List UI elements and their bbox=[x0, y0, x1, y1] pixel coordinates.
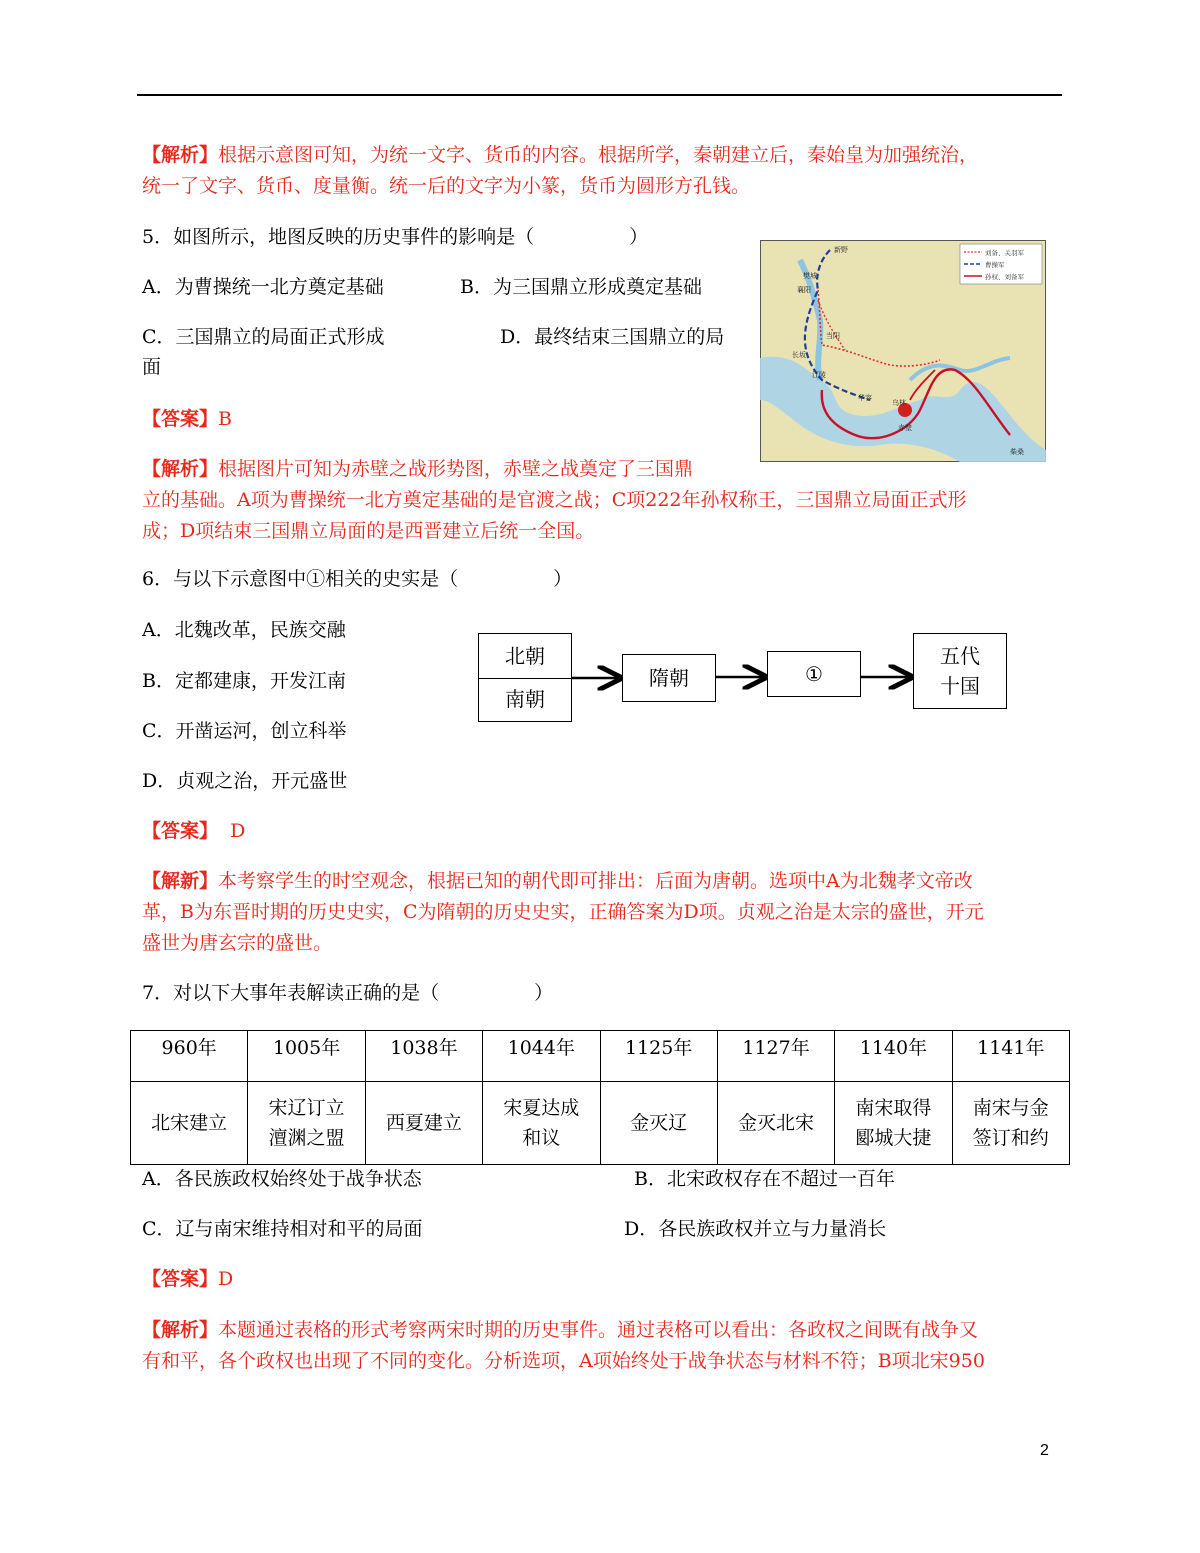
q5-option-b: B．为三国鼎立形成奠定基础 bbox=[460, 276, 702, 298]
event-cell: 宋夏达成 和议 bbox=[483, 1082, 600, 1165]
diagram-arrows bbox=[570, 660, 915, 700]
q5-analysis-line1: 【解析】根据图片可知为赤壁之战形势图，赤壁之战奠定了三国鼎 bbox=[142, 458, 694, 480]
page-number: 2 bbox=[1040, 1442, 1049, 1459]
q6-analysis-line1: 【解新】本考察学生的时空观念，根据已知的朝代即可排出：后面为唐朝。选项中A为北魏孝文帝改 bbox=[142, 870, 973, 892]
q6-analysis-line3: 盛世为唐玄宗的盛世。 bbox=[142, 932, 333, 954]
place-xiangyang: 襄阳 bbox=[797, 286, 811, 294]
q5-option-a: A．为曹操统一北方奠定基础 bbox=[142, 276, 384, 298]
diagram-box-blank: ① bbox=[767, 651, 861, 697]
event-cell: 南宋与金 签订和约 bbox=[952, 1082, 1069, 1165]
q7-option-d: D．各民族政权并立与力量消长 bbox=[624, 1218, 887, 1240]
q7-analysis-line1: 【解析】本题通过表格的形式考察两宋时期的历史事件。通过表格可以看出：各政权之间既有战争又 bbox=[142, 1319, 979, 1341]
diagram-box-sui: 隋朝 bbox=[622, 654, 716, 702]
events-table-years-row bbox=[131, 1031, 1070, 1082]
year-cell: 1044年 bbox=[483, 1031, 600, 1082]
year-cell: 1140年 bbox=[835, 1031, 952, 1082]
q6-option-d: D．贞观之治，开元盛世 bbox=[142, 770, 348, 792]
q7-option-a: A．各民族政权始终处于战争状态 bbox=[142, 1168, 422, 1190]
diagram-wudai-line2: 十国 bbox=[940, 674, 980, 698]
analysis-q4-line2: 统一了文字、货币、度量衡。统一后的文字为小篆，货币为圆形方孔钱。 bbox=[142, 175, 751, 197]
chibi-battle-map bbox=[760, 240, 1046, 462]
place-jiangling: 江陵 bbox=[812, 371, 826, 379]
q6-analysis-line2: 革，B为东晋时期的历史史实，C为隋朝的历史史实，正确答案为D项。贞观之治是太宗的盛世，开元 bbox=[142, 901, 984, 923]
year-cell: 1038年 bbox=[365, 1031, 482, 1082]
year-cell: 1125年 bbox=[600, 1031, 717, 1082]
year-cell: 1127年 bbox=[717, 1031, 834, 1082]
q6-option-a: A．北魏改革，民族交融 bbox=[142, 619, 346, 641]
q7-analysis-line2: 有和平，各个政权也出现了不同的变化。分析选项，A项始终处于战争状态与材料不符；B项北宋950 bbox=[142, 1350, 985, 1372]
event-cell: 北宋建立 bbox=[131, 1082, 248, 1165]
q7-option-c: C．辽与南宋维持相对和平的局面 bbox=[142, 1218, 423, 1240]
q6-stem: 6．与以下示意图中①相关的史实是（ ） bbox=[142, 568, 573, 590]
q6-option-c: C．开凿运河，创立科举 bbox=[142, 720, 347, 742]
q5-analysis-line3: 成；D项结束三国鼎立局面的是西晋建立后统一全国。 bbox=[142, 520, 595, 542]
event-cell: 南宋取得 郾城大捷 bbox=[835, 1082, 952, 1165]
event-cell: 金灭北宋 bbox=[717, 1082, 834, 1165]
place-chaisang: 柴桑 bbox=[1010, 448, 1024, 456]
place-huarong: 华容 bbox=[858, 394, 872, 402]
q7-option-b: B．北宋政权存在不超过一百年 bbox=[634, 1168, 895, 1190]
event-cell: 西夏建立 bbox=[365, 1082, 482, 1165]
q6-answer: 【答案】 D bbox=[142, 820, 246, 842]
q5-option-d-cont: 面 bbox=[142, 356, 162, 378]
year-cell: 1005年 bbox=[248, 1031, 365, 1082]
place-wulin: 乌林 bbox=[892, 399, 906, 407]
diagram-wudai-line1: 五代 bbox=[940, 644, 980, 668]
diagram-box-wudai bbox=[913, 633, 1007, 709]
event-cell: 金灭辽 bbox=[600, 1082, 717, 1165]
header-rule bbox=[137, 94, 1062, 96]
q5-answer: 【答案】B bbox=[142, 408, 232, 430]
place-dangyang: 当阳 bbox=[826, 332, 840, 340]
legend-cao-label: 曹操军 bbox=[985, 261, 1005, 269]
place-xinye: 新野 bbox=[834, 246, 848, 254]
place-changban: 长坂 bbox=[792, 351, 806, 359]
analysis-q4-line1: 【解析】根据示意图可知，为统一文字、货币的内容。根据所学，秦朝建立后，秦始皇为加强统治， bbox=[142, 144, 979, 166]
q5-stem: 5．如图所示，地图反映的历史事件的影响是（ ） bbox=[142, 226, 649, 248]
year-cell: 960年 bbox=[131, 1031, 248, 1082]
diagram-box-south: 南朝 bbox=[478, 677, 572, 722]
events-table bbox=[130, 1030, 1070, 1165]
q7-stem: 7．对以下大事年表解读正确的是（ ） bbox=[142, 982, 554, 1004]
legend-sunliu-label: 孙权、刘备军 bbox=[985, 273, 1024, 281]
q5-option-d: D．最终结束三国鼎立的局 bbox=[500, 326, 725, 348]
diagram-box-north: 北朝 bbox=[478, 633, 572, 679]
year-cell: 1141年 bbox=[952, 1031, 1069, 1082]
q5-option-c: C．三国鼎立的局面正式形成 bbox=[142, 326, 385, 348]
q7-answer: 【答案】D bbox=[142, 1268, 234, 1290]
q5-analysis-line2: 立的基础。A项为曹操统一北方奠定基础的是官渡之战；C项222年孙权称王，三国鼎立局面正式形 bbox=[142, 489, 967, 511]
event-cell: 宋辽订立 澶渊之盟 bbox=[248, 1082, 365, 1165]
place-fancheng: 樊城 bbox=[803, 272, 817, 280]
place-chibi: 赤壁 bbox=[898, 424, 912, 432]
q6-option-b: B．定都建康，开发江南 bbox=[142, 670, 346, 692]
legend-liu-label: 刘备、关羽军 bbox=[985, 249, 1024, 257]
events-table-events-row bbox=[131, 1082, 1070, 1165]
